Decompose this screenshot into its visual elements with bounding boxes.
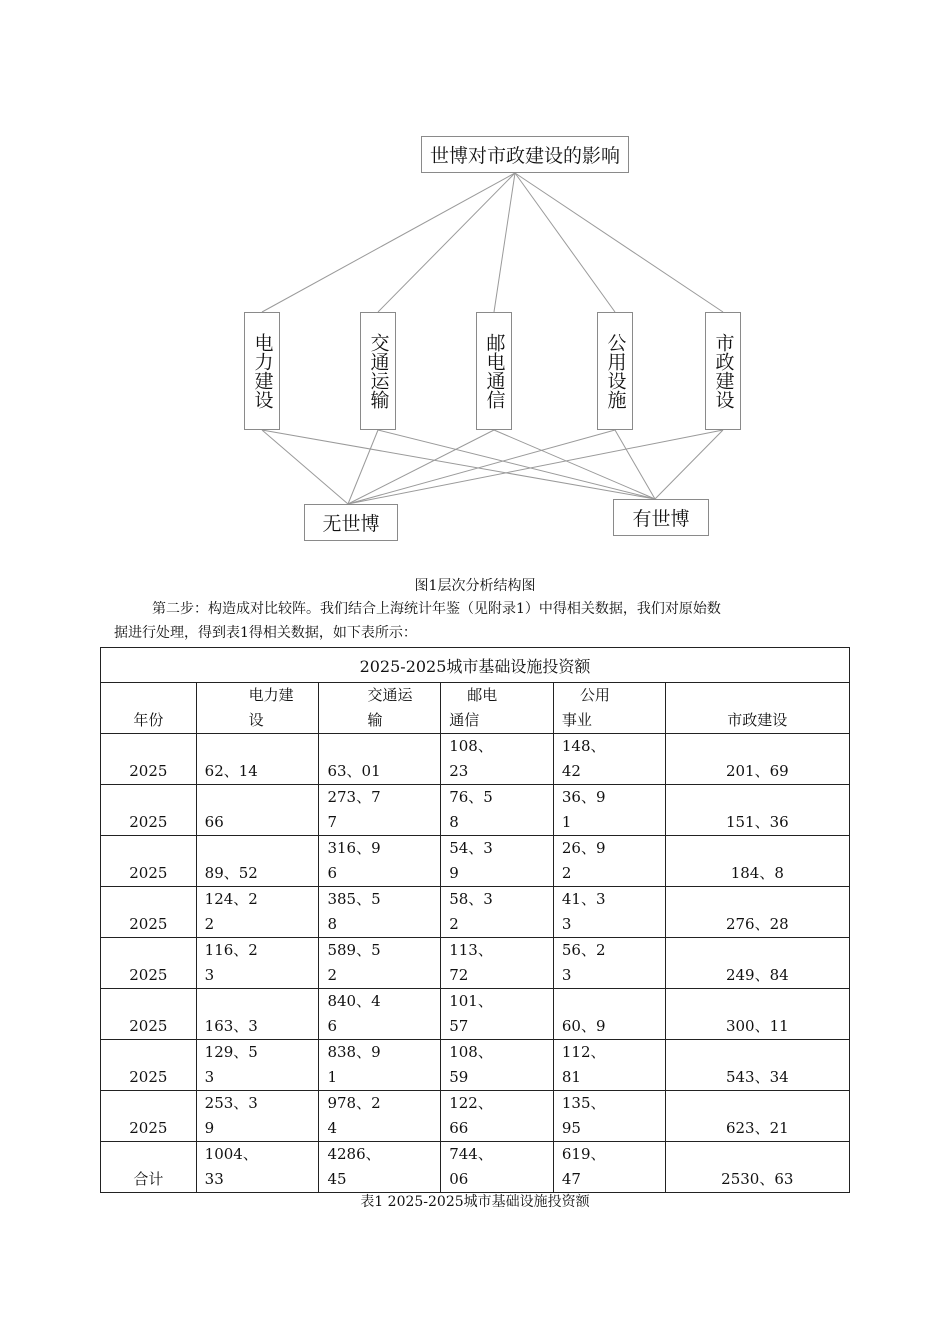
table-row — [101, 836, 850, 887]
header-post: 邮电 通信 — [441, 683, 554, 734]
cell-municipal: 184、8 — [665, 836, 849, 887]
cell-power: 62、14 — [196, 734, 319, 785]
cell-public: 60、9 — [553, 989, 665, 1040]
cell-transport: 316、9 6 — [319, 836, 441, 887]
table-row — [101, 938, 850, 989]
cell-power: 129、5 3 — [196, 1040, 319, 1091]
table-row — [101, 785, 850, 836]
link-goal-c4 — [515, 173, 615, 312]
link-goal-c5 — [515, 173, 723, 312]
figure-caption: 图1层次分析结构图 — [414, 578, 536, 594]
cell-public: 148、 42 — [553, 734, 665, 785]
header-year: 年份 — [101, 683, 197, 734]
hierarchy-diagram — [0, 0, 950, 560]
alternative-node-without-expo: 无世博 — [304, 504, 398, 541]
cell-power: 1004、 33 — [196, 1142, 319, 1193]
cell-municipal: 151、36 — [665, 785, 849, 836]
header-transport: 交通运 输 — [319, 683, 441, 734]
cell-municipal: 249、84 — [665, 938, 849, 989]
cell-transport: 840、4 6 — [319, 989, 441, 1040]
link-goal-c3 — [494, 173, 515, 312]
cell-year: 2025 — [101, 989, 197, 1040]
cell-public: 135、 95 — [553, 1091, 665, 1142]
link-c5-a2 — [655, 430, 723, 499]
goal-node: 世博对市政建设的影响 — [421, 136, 629, 173]
table-row — [101, 1142, 850, 1193]
cell-power: 163、3 — [196, 989, 319, 1040]
investment-table — [100, 647, 850, 1193]
criterion-node-public: 公用设施 — [597, 312, 633, 430]
cell-transport: 978、2 4 — [319, 1091, 441, 1142]
cell-year: 2025 — [101, 938, 197, 989]
cell-municipal: 623、21 — [665, 1091, 849, 1142]
link-goal-c1 — [262, 173, 515, 312]
body-paragraph — [100, 597, 850, 645]
cell-post: 54、3 9 — [441, 836, 554, 887]
cell-power: 66 — [196, 785, 319, 836]
cell-municipal: 300、11 — [665, 989, 849, 1040]
cell-post: 76、5 8 — [441, 785, 554, 836]
cell-municipal: 543、34 — [665, 1040, 849, 1091]
cell-post: 101、 57 — [441, 989, 554, 1040]
cell-public: 36、9 1 — [553, 785, 665, 836]
cell-municipal: 2530、63 — [665, 1142, 849, 1193]
cell-year: 2025 — [101, 836, 197, 887]
cell-power: 89、52 — [196, 836, 319, 887]
cell-transport: 589、5 2 — [319, 938, 441, 989]
cell-post: 744、 06 — [441, 1142, 554, 1193]
cell-year: 2025 — [101, 887, 197, 938]
link-c4-a1 — [348, 430, 615, 504]
cell-year: 2025 — [101, 1091, 197, 1142]
cell-public: 56、2 3 — [553, 938, 665, 989]
header-public: 公用 事业 — [553, 683, 665, 734]
table-row — [101, 989, 850, 1040]
criterion-node-post: 邮电通信 — [476, 312, 512, 430]
criterion-node-power: 电力建设 — [244, 312, 280, 430]
cell-year: 合计 — [101, 1142, 197, 1193]
cell-post: 113、 72 — [441, 938, 554, 989]
table-caption: 表1 2025-2025城市基础设施投资额 — [360, 1194, 590, 1210]
cell-transport: 273、7 7 — [319, 785, 441, 836]
paragraph-line-1: 第二步：构造成对比较阵。我们结合上海统计年鉴（见附录1）中得相关数据，我们对原始数 — [152, 601, 721, 617]
cell-transport: 838、9 1 — [319, 1040, 441, 1091]
cell-post: 108、 23 — [441, 734, 554, 785]
link-c2-a1 — [348, 430, 378, 504]
cell-year: 2025 — [101, 1040, 197, 1091]
cell-municipal: 201、69 — [665, 734, 849, 785]
link-c2-a2 — [378, 430, 655, 499]
table-row — [101, 887, 850, 938]
connector-lines — [0, 0, 950, 560]
table-header-row — [101, 683, 850, 734]
alternative-node-with-expo: 有世博 — [613, 499, 709, 536]
cell-year: 2025 — [101, 785, 197, 836]
link-c1-a2 — [262, 430, 655, 499]
cell-power: 253、3 9 — [196, 1091, 319, 1142]
cell-transport: 63、01 — [319, 734, 441, 785]
cell-power: 124、2 2 — [196, 887, 319, 938]
paragraph-line-2: 据进行处理，得到表1得相关数据，如下表所示： — [114, 625, 417, 641]
cell-power: 116、2 3 — [196, 938, 319, 989]
table-title: 2025-2025城市基础设施投资额 — [101, 648, 850, 683]
cell-public: 112、 81 — [553, 1040, 665, 1091]
criterion-node-transport: 交通运输 — [360, 312, 396, 430]
cell-post: 58、3 2 — [441, 887, 554, 938]
table-body — [101, 734, 850, 1193]
table-row — [101, 1091, 850, 1142]
cell-year: 2025 — [101, 734, 197, 785]
cell-municipal: 276、28 — [665, 887, 849, 938]
cell-transport: 385、5 8 — [319, 887, 441, 938]
header-power: 电力建 设 — [196, 683, 319, 734]
cell-post: 108、 59 — [441, 1040, 554, 1091]
table-row — [101, 1040, 850, 1091]
cell-public: 41、3 3 — [553, 887, 665, 938]
cell-public: 619、 47 — [553, 1142, 665, 1193]
link-goal-c2 — [378, 173, 515, 312]
link-c5-a1 — [348, 430, 723, 504]
link-c1-a1 — [262, 430, 348, 504]
criterion-node-municipal: 市政建设 — [705, 312, 741, 430]
cell-public: 26、9 2 — [553, 836, 665, 887]
link-c4-a2 — [615, 430, 655, 499]
cell-transport: 4286、 45 — [319, 1142, 441, 1193]
header-municipal: 市政建设 — [665, 683, 849, 734]
table-row — [101, 734, 850, 785]
cell-post: 122、 66 — [441, 1091, 554, 1142]
